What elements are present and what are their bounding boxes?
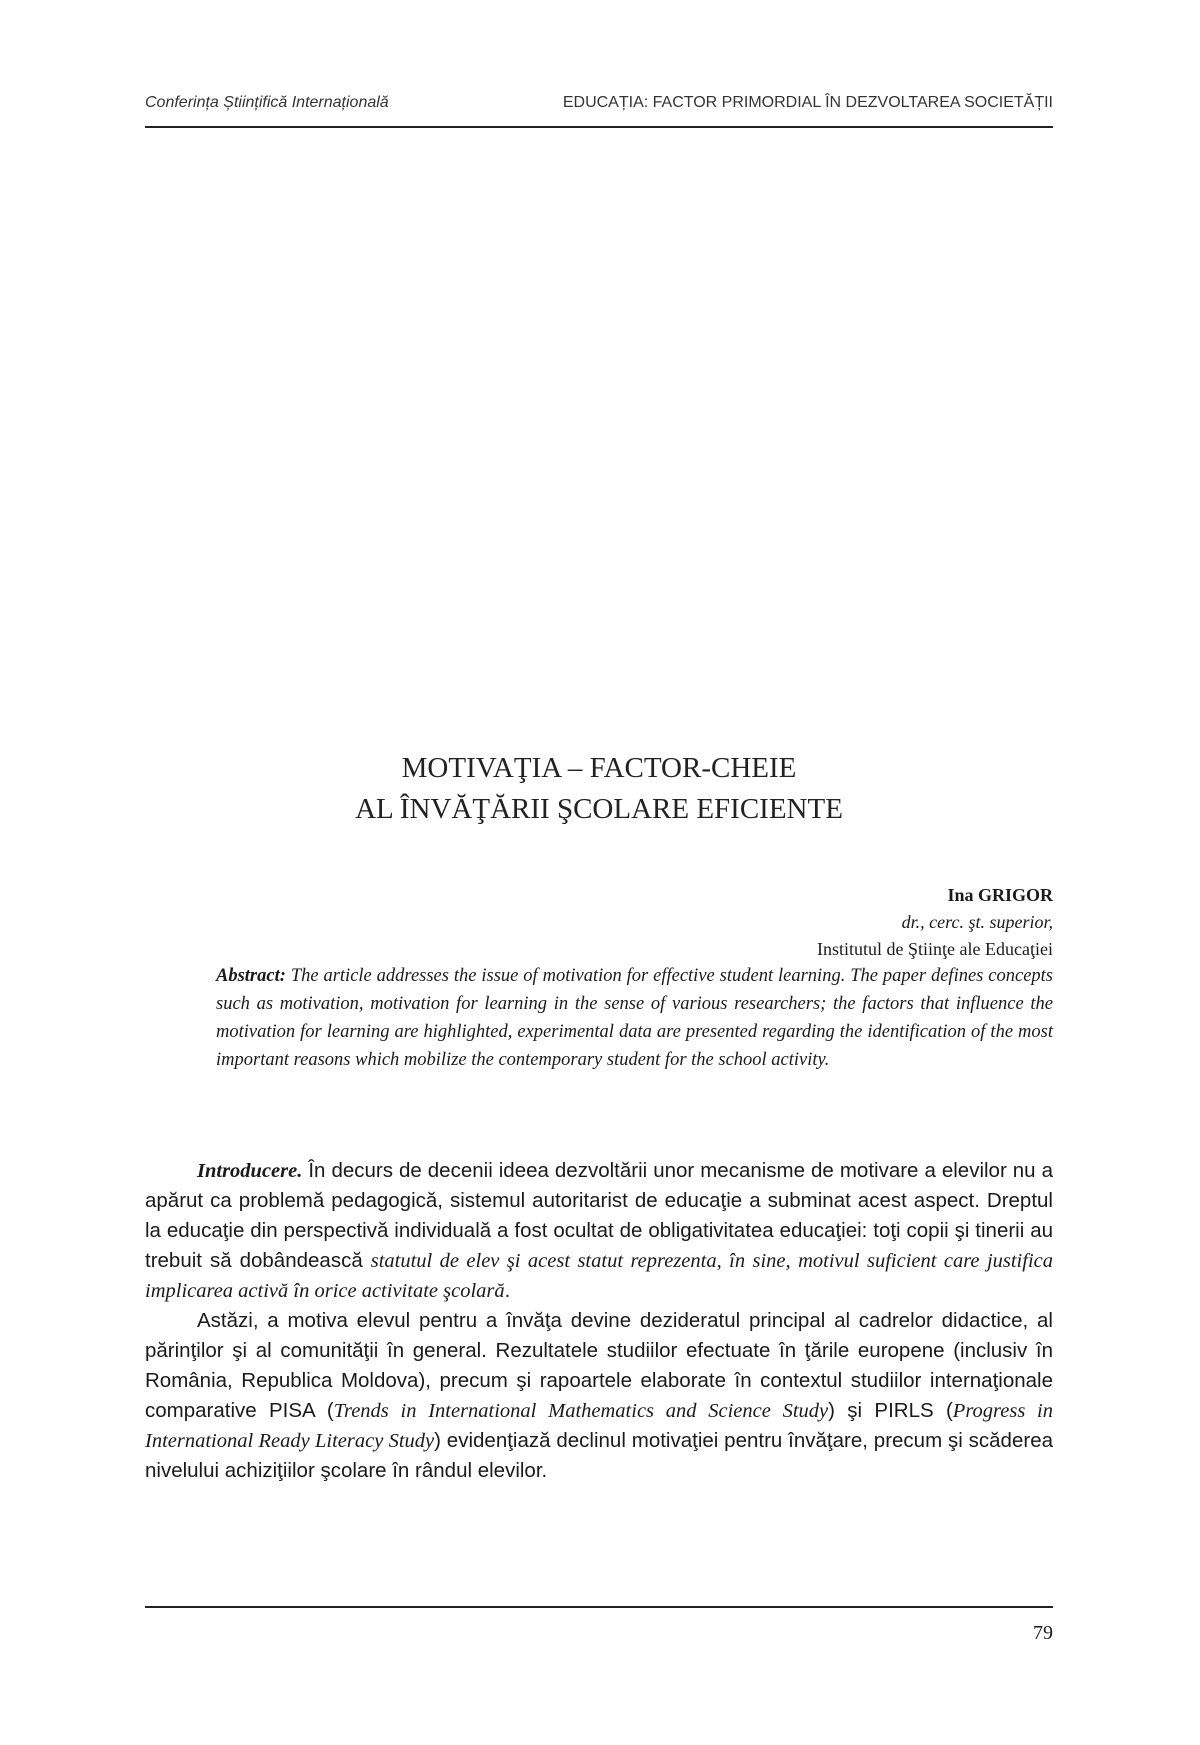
author-role: dr., cerc. şt. superior, — [901, 912, 1053, 932]
running-head — [145, 94, 1053, 112]
header-rule — [145, 126, 1053, 128]
paragraph-1-emphasis: statutul de elev şi acest statut reprezenta, în sine, motivul suficient care justifica implicarea activă în orice activitate şcolară — [145, 1250, 1053, 1302]
article-title — [145, 748, 1053, 830]
conference-theme: EDUCAȚIA: FACTOR PRIMORDIAL ÎN DEZVOLTAREA SOCIETĂȚII — [562, 94, 1053, 111]
page-number: 79 — [1033, 1622, 1053, 1644]
conference-name: Conferința Științifică Internațională — [145, 94, 389, 111]
paragraph-1-end: . — [504, 1279, 511, 1302]
author-name: Ina GRIGOR — [947, 885, 1053, 905]
author-institution: Institutul de Ştiinţe ale Educaţiei — [817, 939, 1053, 959]
paragraph-introduction — [145, 1156, 1053, 1306]
footer-rule — [145, 1606, 1053, 1608]
title-line-1: MOTIVAŢIA – FACTOR-CHEIE — [401, 752, 797, 784]
paragraph-1-text: În decurs de decenii ideea dezvoltării unor mecanisme de motivare a elevilor nu a apărut ca problemă pedagogică, sistemul autoritarist de educaţie a subminat acest aspect. Dreptul la educaţie din perspectivă individuală a fost ocultat de obligativitatea educaţiei: toţi copii şi tinerii au trebuit să dobândească — [145, 1159, 1053, 1272]
paragraph-2-emphasis-a: Trends in International Mathematics and Science Study — [333, 1400, 829, 1422]
paragraph-2-text-a: Astăzi, a motiva elevul pentru a învăţa devine dezideratul principal al cadrelor didactice, al părinţilor şi al comunităţii în general. Rezultatele studiilor efectuate în ţările europene (inclusiv în România, Republica Moldova), precum şi rapoartele elaborate în contextul studiilor internaţionale comparative PISA ( — [145, 1309, 1053, 1422]
title-line-2: AL ÎNVĂŢĂRII ŞCOLARE EFICIENTE — [355, 793, 843, 825]
paragraph-2-text-c: ) evidenţiază declinul motivaţiei pentru învăţare, precum şi scăderea nivelului achiziţiilor şcolare în rândul elevilor. — [145, 1429, 1053, 1482]
body-text — [145, 1156, 1053, 1486]
abstract-label: Abstract: — [216, 966, 286, 986]
abstract-text: The article addresses the issue of motivation for effective student learning. The paper defines concepts such as motivation, motivation for learning in the sense of various researchers; the factors that influence the motivation for learning are highlighted, experimental data are presented regarding the identification of the most important reasons which mobilize the contemporary student for the school activity. — [216, 966, 1054, 1070]
abstract — [216, 962, 1053, 1074]
section-lead: Introducere. — [197, 1160, 303, 1182]
paragraph-2-emphasis-b: Progress in International Ready Literacy Study — [145, 1400, 1053, 1452]
paragraph-2 — [145, 1306, 1053, 1486]
author-block — [500, 882, 1053, 963]
paragraph-2-text-b: ) şi PIRLS ( — [828, 1399, 953, 1422]
